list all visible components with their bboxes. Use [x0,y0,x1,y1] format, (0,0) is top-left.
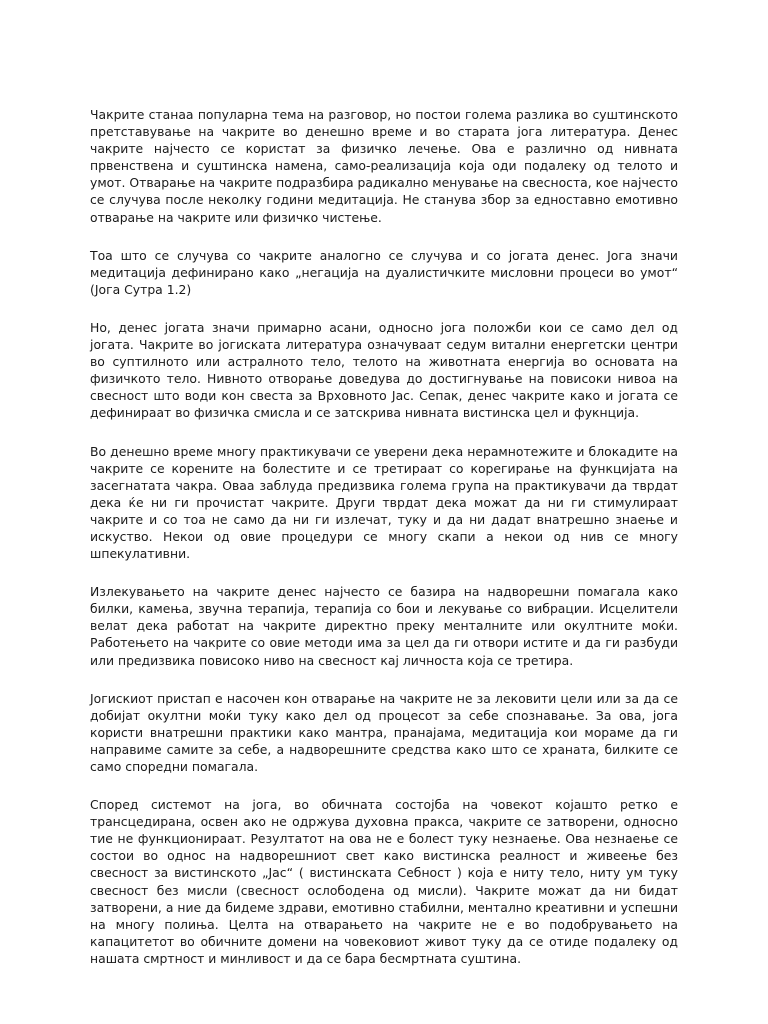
paragraph-7: Според системот на јога, во обичната состојба на човекот којашто ретко е трансцедирана, освен ако не одржува духовна пракса, чакрите се затворени, односно тие не функционираат. Резултатот на ова не е болест туку незнаење. Ова незнаење се состои во однос на надворешниот свет како вистинска реалност и живеење без свесност за вистинското „Јас“ ( вистинската Себност ) која е ниту тело, ниту ум туку свесност без мисли (свесност ослободена од мисли). Чакрите можат да ни бидат затворени, а ние да бидеме здрави, емотивно стабилни, ментално креативни и успешни на многу полиња. Целта на отварањето на чакрите не е во подобрувањето на капацитетот во обичните домени на човековиот живот туку да се отиде подалеку од нашата смртност и минливост и да се бара бесмртната суштина. [90,797,678,966]
paragraph-2: Тоа што се случува со чакрите аналогно се случува и со јогата денес. Јога значи медитација дефинирано како „негација на дуалистичките мисловни процеси во умот“ (Јога Сутра 1.2) [90,247,678,297]
paragraph-5: Излекувањето на чакрите денес најчесто се базира на надворешни помагала како билки, камења, звучна терапија, терапија со бои и лекување со вибрации. Исцелители велат дека работат на чакрите директно преку менталните или окултните моќи. Работењето на чакрите со овие методи има за цел да ги отвори истите и да ги разбуди или предизвика повисоко ниво на свесност кај личноста која се третира. [90,584,678,668]
paragraph-1: Чакрите станаа популарна тема на разговор, но постои голема разлика во суштинското претставување на чакрите во денешно време и во старата јога литература. Денес чакрите најчесто се користат за физичко лечење. Ова е различно од нивната првенствена и суштинска намена, само-реализација која оди подалеку од телото и умот. Отварање на чакрите подразбира радикално менување на свесноста, кое најчесто се случува после неколку години медитација. Не станува збор за едноставно емотивно отварање на чакрите или физичко чистење. [90,107,678,225]
paragraph-4: Во денешно време многу практикувачи се уверени дека нерамнотежите и блокадите на чакрите се корените на болестите и се третираат со корегирање на функцијата на засегнатата чакра. Оваа заблуда предизвика голема група на практикувачи да тврдат дека ќе ни ги прочистат чакрите. Други тврдат дека можат да ни ги стимулираат чакрите и со тоа не само да ни ги излечат, туку и да ни дадат внатрешно знаење и искуство. Некои од овие процедури се многу скапи а некои од нив се многу шпекулативни. [90,443,678,562]
document-body [90,106,678,988]
paragraph-3: Но, денес јогата значи примарно асани, односно јога положби кои се само дел од јогата. Чакрите во јогиската литература означуваат седум витални енергетски центри во суптилното или астралното тело, телото на животната енергија во основата на физичкото тело. Нивното отворање доведува до достигнување на повисоки нивоа на свесност што води кон свеста за Врховното Јас. Сепак, денес чакрите како и јогата се дефинираат во физичка смисла и се затскрива нивната вистинска цел и фукнција. [90,319,678,421]
paragraph-6: Јогискиот пристап е насочен кон отварање на чакрите не за лековити цели или за да се добијат окултни моќи туку како дел од процесот за себе спознавање. За ова, јога користи внатрешни практики како мантра, пранајама, медитација кои мораме да ги направиме самите за себе, а надворешните средства како што се храната, билките се само споредни помагала. [90,690,678,774]
